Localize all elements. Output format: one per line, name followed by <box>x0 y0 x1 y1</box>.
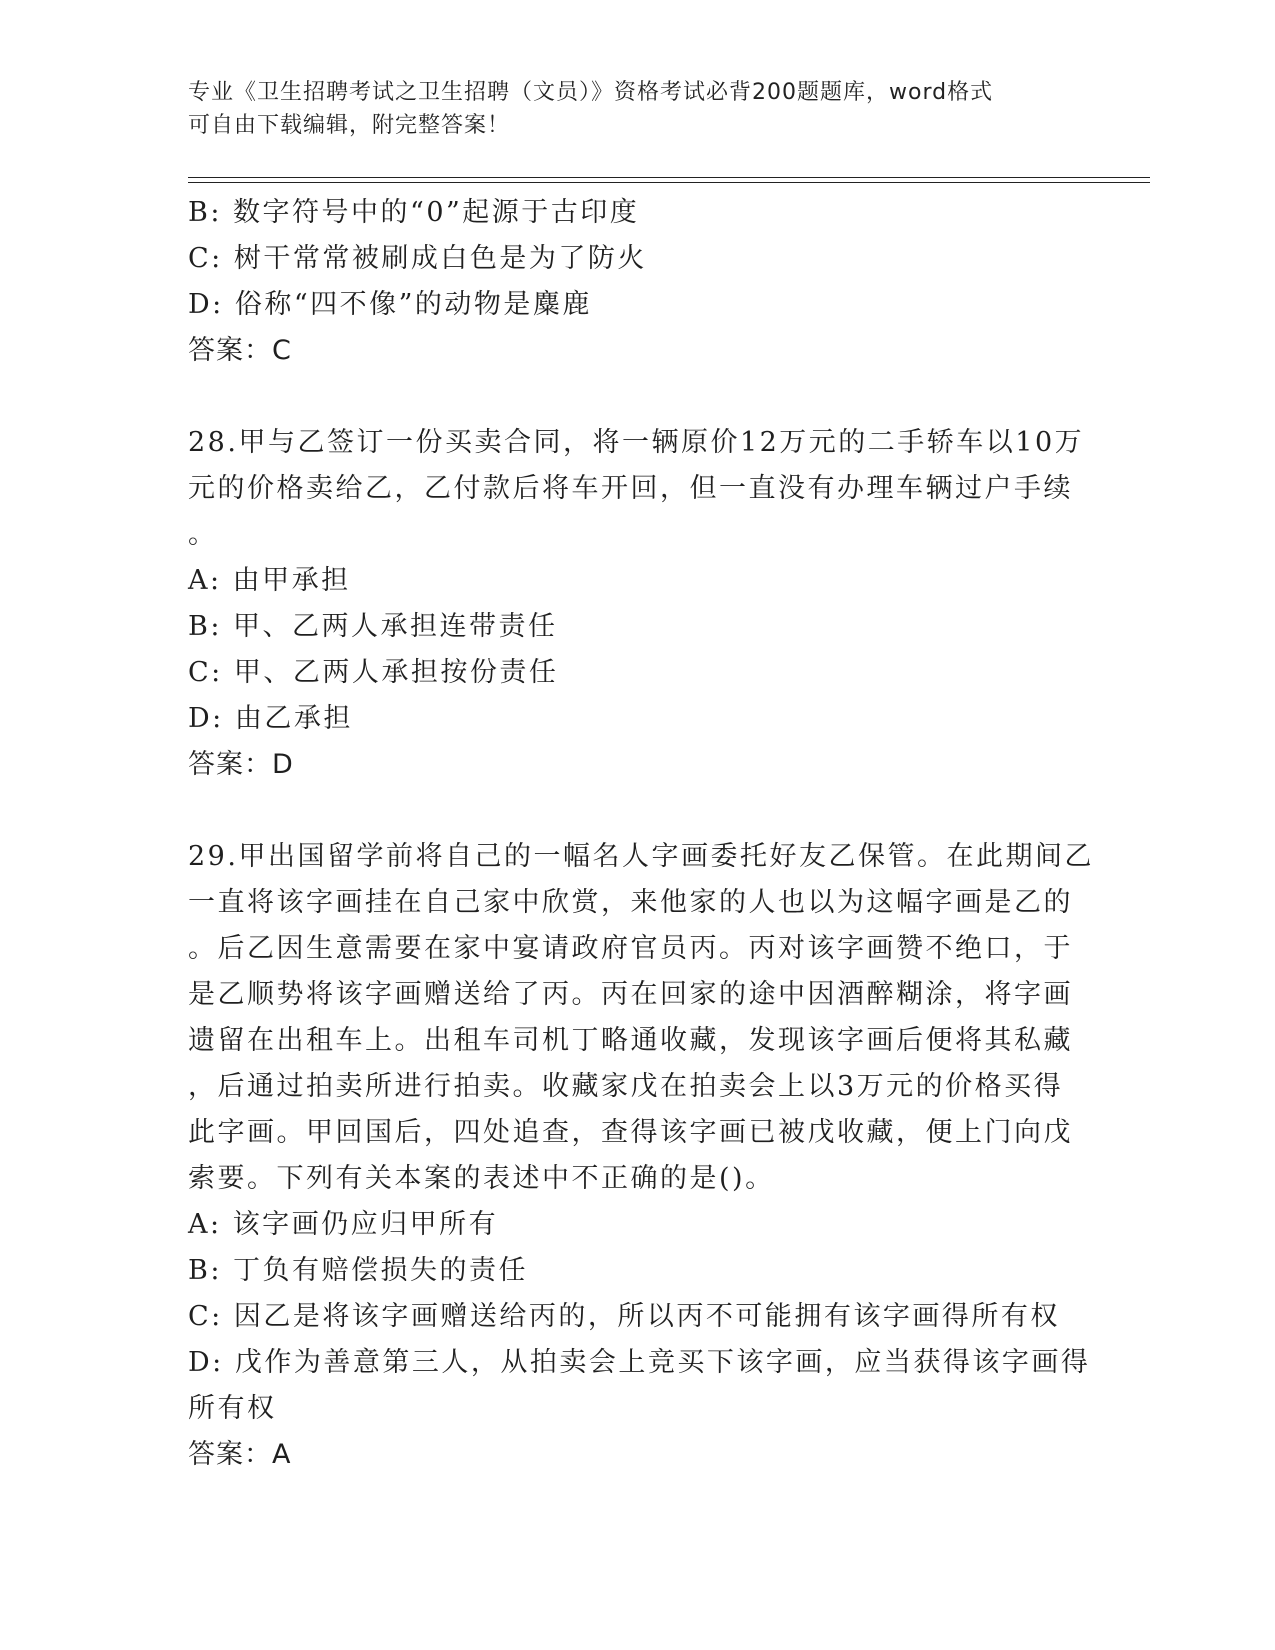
q27-option-d: D: 俗称“四不像”的动物是麋鹿 <box>188 289 592 320</box>
q28-stem-line-1: 28.甲与乙签订一份买卖合同，将一辆原价12万元的二手轿车以10万 <box>188 427 1085 458</box>
q29-option-b: B: 丁负有赔偿损失的责任 <box>188 1255 529 1286</box>
q28-option-c: C: 甲、乙两人承担按份责任 <box>188 657 559 688</box>
header-title-line-1: 专业《卫生招聘考试之卫生招聘（文员）》资格考试必背200题题库，word格式 <box>188 80 994 105</box>
q29-option-d-line-1: D: 戊作为善意第三人，从拍卖会上竞买下该字画，应当获得该字画得 <box>188 1347 1091 1378</box>
q28-option-a: A: 由甲承担 <box>188 565 351 596</box>
q29-stem-line-2: 一直将该字画挂在自己家中欣赏，来他家的人也以为这幅字画是乙的 <box>188 887 1073 918</box>
question-28 <box>188 420 1088 788</box>
q29-option-a: A: 该字画仍应归甲所有 <box>188 1209 499 1240</box>
q28-option-d: D: 由乙承担 <box>188 703 353 734</box>
q29-stem-line-3: 。后乙因生意需要在家中宴请政府官员丙。丙对该字画赞不绝口，于 <box>188 933 1073 964</box>
q27-option-b: B: 数字符号中的“0”起源于古印度 <box>188 197 640 228</box>
q27-option-c: C: 树干常常被刷成白色是为了防火 <box>188 243 647 274</box>
header-title-line-2: 可自由下载编辑，附完整答案！ <box>188 113 511 138</box>
q29-stem-line-7: 此字画。甲回国后，四处追查，查得该字画已被戊收藏，便上门向戊 <box>188 1117 1073 1148</box>
question-spacer <box>188 374 1088 420</box>
q29-stem-line-1: 29.甲出国留学前将自己的一幅名人字画委托好友乙保管。在此期间乙 <box>188 841 1094 872</box>
q28-stem-line-3: 。 <box>188 519 218 550</box>
document-header <box>188 76 1088 142</box>
q29-option-c: C: 因乙是将该字画赠送给丙的，所以丙不可能拥有该字画得所有权 <box>188 1301 1060 1332</box>
question-spacer <box>188 788 1088 834</box>
q27-answer: 答案：C <box>188 335 292 366</box>
q28-stem-line-2: 元的价格卖给乙，乙付款后将车开回，但一直没有办理车辆过户手续 <box>188 473 1073 504</box>
q29-stem-line-8: 索要。下列有关本案的表述中不正确的是()。 <box>188 1163 775 1194</box>
q29-answer: 答案：A <box>188 1439 292 1470</box>
q28-answer: 答案：D <box>188 749 294 780</box>
q29-stem-line-5: 遗留在出租车上。出租车司机丁略通收藏，发现该字画后便将其私藏 <box>188 1025 1073 1056</box>
question-27 <box>188 190 1088 374</box>
question-29 <box>188 834 1094 1478</box>
q28-option-b: B: 甲、乙两人承担连带责任 <box>188 611 558 642</box>
question-content <box>188 190 1094 1478</box>
header-divider-bottom <box>188 182 1150 183</box>
q29-option-d-line-2: 所有权 <box>188 1393 277 1424</box>
header-divider-top <box>188 177 1150 178</box>
q29-stem-line-4: 是乙顺势将该字画赠送给了丙。丙在回家的途中因酒醉糊涂，将字画 <box>188 979 1073 1010</box>
q29-stem-line-6: ，后通过拍卖所进行拍卖。收藏家戊在拍卖会上以3万元的价格买得 <box>188 1071 1064 1102</box>
